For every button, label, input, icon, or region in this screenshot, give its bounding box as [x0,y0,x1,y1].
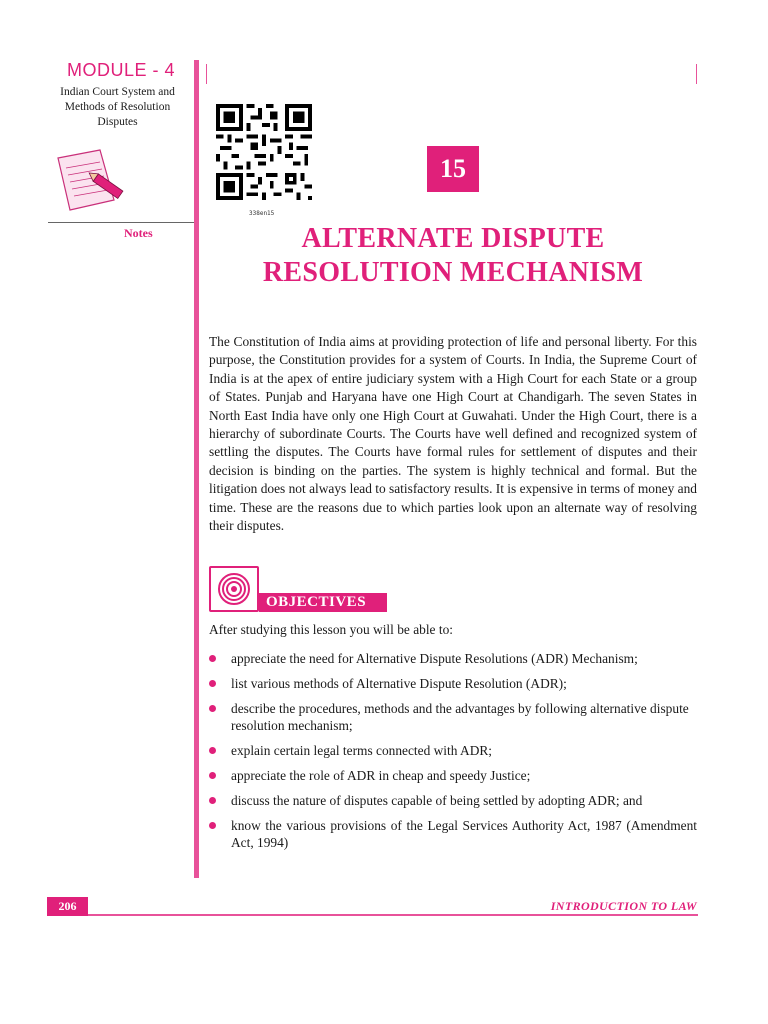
module-subtitle: Indian Court System and Methods of Resolution Disputes [60,86,175,128]
objective-text: explain certain legal terms connected with ADR; [231,743,493,758]
objective-text: know the various provisions of the Legal Services Authority Act, 1987 (Amendment Act, 1994) [231,818,697,850]
qr-code-label: 338en15 [249,210,275,217]
chapter-number: 15 [427,146,479,192]
qr-code-icon [216,104,312,200]
bullet-icon [209,705,216,712]
objective-item [209,767,697,784]
bullet-icon [209,772,216,779]
objectives-heading: OBJECTIVES [259,593,387,612]
notes-label: Notes [124,226,153,240]
objective-item [209,675,697,692]
bullet-icon [209,680,216,687]
objective-item [209,817,697,851]
header-tick-left [206,64,207,84]
bullet-icon [209,797,216,804]
objective-item [209,792,697,809]
notes-pencil-icon [48,148,128,220]
objective-text: appreciate the need for Alternative Dispute Resolutions (ADR) Mechanism; [231,651,638,666]
objective-item [209,742,697,759]
objective-item [209,650,697,667]
objectives-intro: After studying this lesson you will be able to: [209,622,453,637]
objective-text: discuss the nature of disputes capable of being settled by adopting ADR; and [231,793,643,808]
page-number: 206 [47,897,88,916]
notes-divider [48,222,194,223]
target-icon [209,566,259,612]
margin-vertical-bar [194,60,199,878]
bullet-icon [209,822,216,829]
bullet-icon [209,655,216,662]
header-tick-right [696,64,697,84]
intro-paragraph: The Constitution of India aims at providing protection of life and personal liberty. For this purpose, the Constitution provides for a system of Courts. In India, the Supreme Court of India is at the apex of entire judiciary system with a High Court for each State or a group of States. Punjab and Haryana have one High Court at Chandigarh. The seven States in North East India have only one High Court at Guwahati. Under the High Court, there is a hierarchy of subordinate Courts. The Courts have well defined and recognized system of settling the disputes. The Courts have formal rules for settlement of disputes and their decision is binding on the parties. The system is highly technical and formal. But the litigation does not always lead to satisfactory results. It is expensive in terms of money and time. These are the reasons due to which parties look upon an alternate way of resolving their disputes. [209,334,697,534]
footer-divider [88,914,698,916]
lesson-title: ALTERNATE DISPUTE RESOLUTION MECHANISM [262,223,644,288]
objective-text: list various methods of Alternative Dispute Resolution (ADR); [231,676,567,691]
objectives-list [209,650,697,859]
bullet-icon [209,747,216,754]
objective-text: appreciate the role of ADR in cheap and speedy Justice; [231,768,531,783]
objective-item [209,700,697,734]
module-title: MODULE - 4 [67,60,176,80]
book-title: INTRODUCTION TO LAW [550,899,697,913]
objective-text: describe the procedures, methods and the advantages by following alternative dispute resolution mechanism; [231,701,689,733]
